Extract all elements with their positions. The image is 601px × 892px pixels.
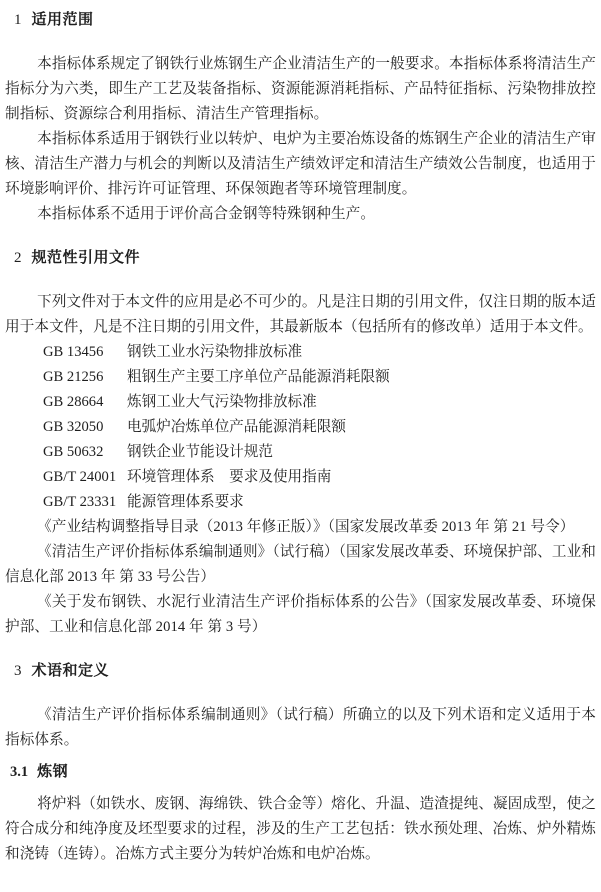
standard-title: 电弧炉冶炼单位产品能源消耗限额: [127, 419, 346, 435]
section-3-heading: [14, 660, 596, 682]
standards-reference-list: [5, 340, 596, 515]
standard-title: 钢铁工业水污染物排放标准: [127, 344, 303, 360]
term-name: 炼钢: [37, 763, 69, 780]
section-3-title: 术语和定义: [31, 662, 110, 679]
standard-code: GB 50632: [43, 444, 104, 460]
cited-document-paragraph: 《产业结构调整指导目录（2013 年修正版）》（国家发展改革委 2013 年 第 21 号令）: [37, 519, 575, 535]
standard-title: 能源管理体系要求: [127, 494, 244, 510]
standard-title: 钢铁企业节能设计规范: [127, 444, 273, 460]
standard-row: [5, 465, 596, 490]
cited-document-paragraph: 《清洁生产评价指标体系编制通则》（试行稿）（国家发展改革委、环境保护部、工业和信息化部 2013 年 第 33 号公告）: [5, 544, 596, 585]
section-2-title: 规范性引用文件: [31, 249, 141, 266]
standard-row: [5, 490, 596, 515]
section-1-heading: [14, 9, 596, 31]
term-3-1-heading: [10, 760, 596, 783]
standard-code: GB 32050: [43, 419, 104, 435]
section-1-paragraph: 本指标体系不适用于评价高合金钢等特殊钢种生产。: [37, 206, 376, 222]
section-1-paragraph: 本指标体系规定了钢铁行业炼钢生产企业清洁生产的一般要求。本指标体系将清洁生产指标分为六类，即生产工艺及装备指标、资源能源消耗指标、产品特征指标、污染物排放控制指标、资源综合利用指标、清洁生产管理指标。: [5, 56, 596, 122]
standard-code: GB 28664: [43, 394, 104, 410]
standard-row: [5, 340, 596, 365]
standard-title: 粗钢生产主要工序单位产品能源消耗限额: [127, 369, 390, 385]
section-2-number: 2: [14, 250, 22, 266]
term-number: 3.1: [10, 764, 29, 780]
standard-row: [5, 415, 596, 440]
standard-row: [5, 365, 596, 390]
section-3-paragraph: 《清洁生产评价指标体系编制通则》（试行稿）所确立的以及下列术语和定义适用于本指标体系。: [5, 707, 596, 748]
section-2-heading: [14, 247, 596, 269]
term-definition-paragraph: 将炉料（如铁水、废钢、海绵铁、铁合金等）熔化、升温、造渣提纯、凝固成型，使之符合成分和纯净度及坯型要求的过程，涉及的生产工艺包括：铁水预处理、冶炼、炉外精炼和浇铸（连铸）。冶炼方式主要分为转炉冶炼和电炉冶炼。: [5, 796, 596, 862]
standard-code: GB/T 23331: [43, 494, 117, 510]
section-3-number: 3: [14, 663, 22, 679]
standard-title: 环境管理体系 要求及使用指南: [127, 469, 332, 485]
standard-code: GB/T 24001: [43, 469, 117, 485]
standard-code: GB 21256: [43, 369, 104, 385]
cited-document-paragraph: 《关于发布钢铁、水泥行业清洁生产评价指标体系的公告》（国家发展改革委、环境保护部、工业和信息化部 2014 年 第 3 号）: [5, 594, 596, 635]
standard-row: [5, 390, 596, 415]
section-1-number: 1: [14, 12, 22, 28]
section-1-paragraph: 本指标体系适用于钢铁行业以转炉、电炉为主要冶炼设备的炼钢生产企业的清洁生产审核、清洁生产潜力与机会的判断以及清洁生产绩效评定和清洁生产绩效公告制度，也适用于环境影响评价、排污许可证管理、环保领跑者等环境管理制度。: [5, 131, 596, 197]
standard-title: 炼钢工业大气污染物排放标准: [127, 394, 317, 410]
section-1-title: 适用范围: [31, 11, 94, 28]
section-2-intro-paragraph: 下列文件对于本文件的应用是必不可少的。凡是注日期的引用文件，仅注日期的版本适用于本文件，凡是不注日期的引用文件，其最新版本（包括所有的修改单）适用于本文件。: [5, 294, 596, 335]
standard-code: GB 13456: [43, 344, 104, 360]
standard-row: [5, 440, 596, 465]
